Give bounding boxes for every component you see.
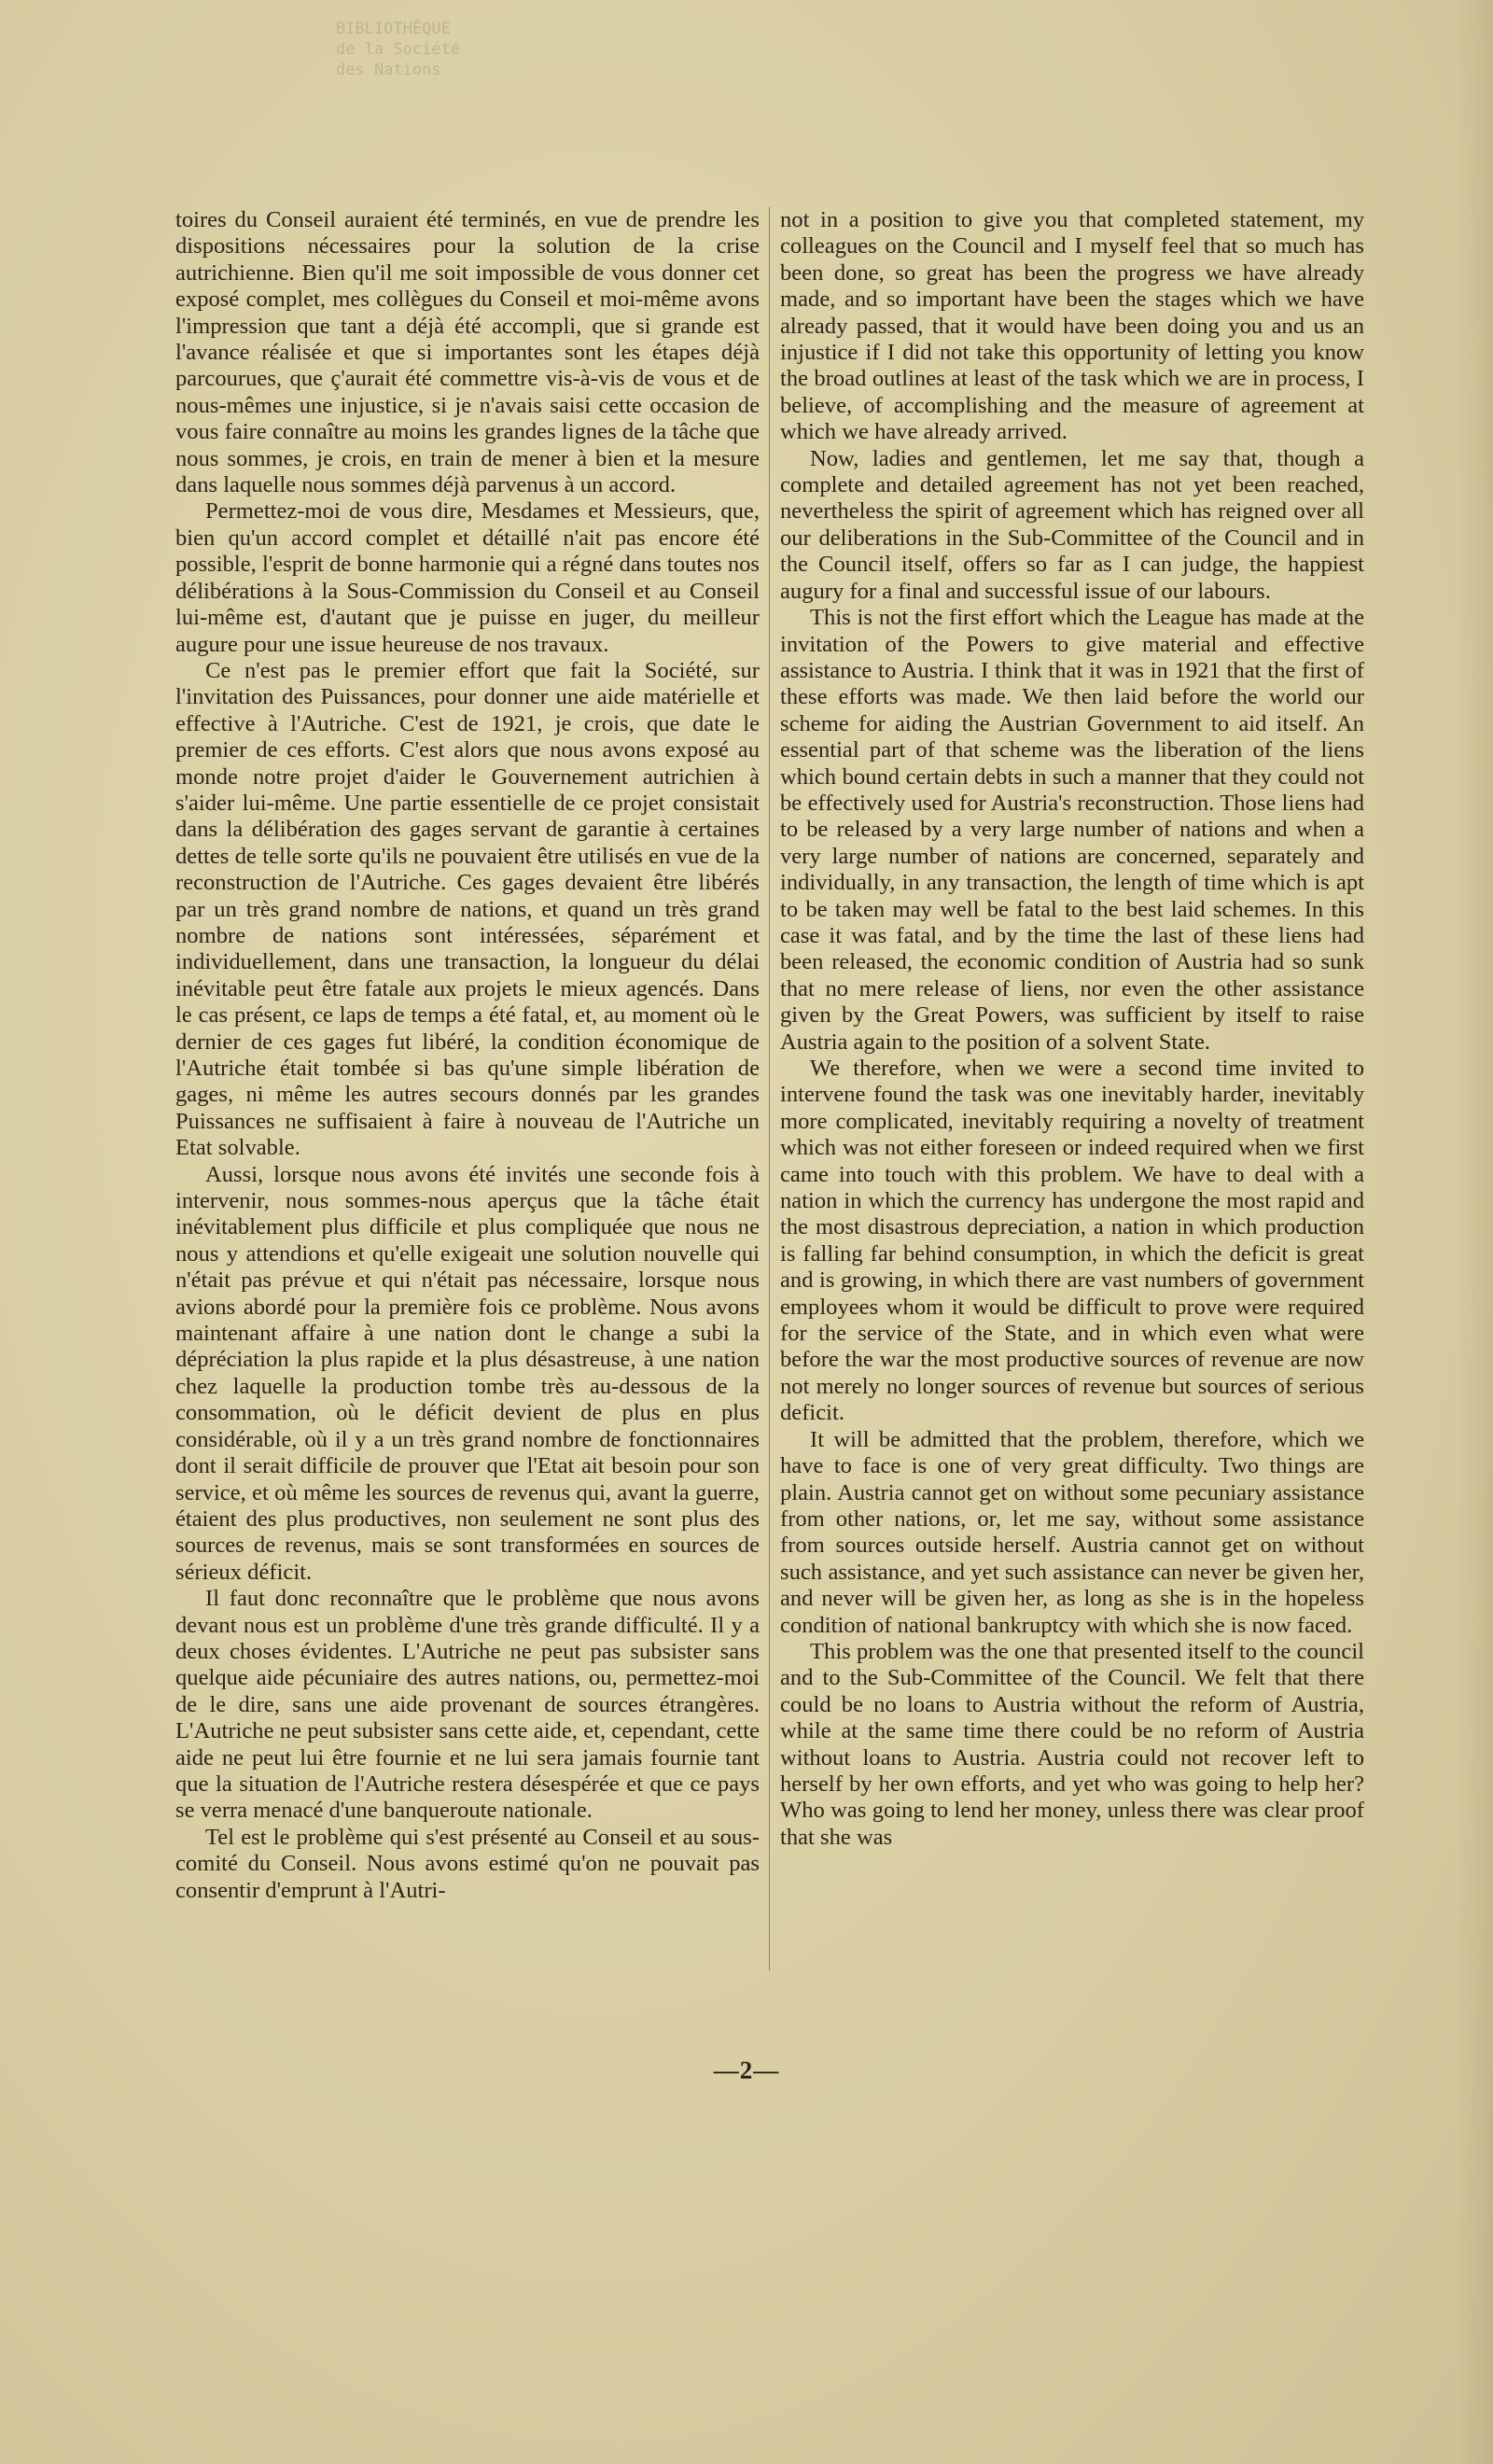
paragraph: This is not the first effort which the League has made at the invitation of the Powers to give material and effective assistance to Austria. I think that it was in 1921 that the first of these efforts was made. We then laid before the world our scheme for aiding the Austrian Government to aid itself. An essential part of that scheme was the liberation of the liens which bound certain debts in such a manner that they could not be effectively used for Austria's reconstruction. Those liens had to be released by a very large number of nations and when a very large number of nations are concerned, separately and individually, in any transaction, the length of time which is apt to be taken may well be fatal to the best laid schemes. In this case it was fatal, and by the time the last of these liens had been released, the economic condition of Austria had so sunk that no mere release of liens, nor even the other assistance given by the Great Powers, was sufficient by itself to raise Austria again to the position of a solvent State.: [780, 605, 1364, 1055]
paragraph: We therefore, when we were a second time invited to intervene found the task was one inevitably harder, inevitably more complicated, inevitably requiring a novelty of treatment which was not either foreseen or indeed required when we first came into touch with this problem. We have to deal with a nation in which the currency has undergone the most rapid and the most disastrous depreciation, a nation in which production is falling far behind consumption, in which the deficit is great and is growing, in which there are vast numbers of government employees whom it would be difficult to prove were required for the service of the State, and in which even what were before the war the most productive sources of revenue are now not merely no longer sources of revenue but sources of serious deficit.: [780, 1056, 1364, 1426]
library-stamp: [336, 19, 495, 84]
stamp-line: de la Société: [336, 40, 461, 59]
paragraph: This problem was the one that presented itself to the council and to the Sub-Committee of the Council. We felt that there could be no loans to Austria without the reform of Austria, while at the same time there could be no reform of Austria without loans to Austria. Austria could not recover left to herself by her own efforts, and yet who was going to help her? Who was going to lend her money, unless there was clear proof that she was: [780, 1638, 1364, 1850]
page-number: —2—: [713, 2056, 780, 2084]
english-column: [780, 207, 1364, 1851]
paragraph: Aussi, lorsque nous avons été invités une seconde fois à intervenir, nous sommes-nous aperçus que la tâche était inévitablement plus difficile et plus compliquée que nous ne nous y attendions et qu'elle exigeait une solution nouvelle qui n'était pas prévue et qui n'était pas nécessaire, lorsque nous avions abordé pour la première fois ce problème. Nous avons maintenant affaire à une nation dont le change a subi la dépréciation la plus rapide et la plus désastreuse, à une nation chez laquelle la production tombe très au-dessous de la consommation, où le déficit devient de plus en plus considérable, où il y a un très grand nombre de fonctionnaires dont il serait difficile de prouver que l'Etat ait besoin pour son service, et où même les sources de revenus qui, avant la guerre, étaient des plus productives, non seulement ne sont plus des sources de revenus, mais se sont transformées en sources de sérieux déficit.: [175, 1161, 760, 1585]
column-divider: [769, 207, 770, 1971]
paragraph: Tel est le problème qui s'est présenté au Conseil et au sous-comité du Conseil. Nous avons estimé qu'on ne pouvait pas consentir d'emprunt à l'Autri-: [175, 1824, 760, 1903]
paragraph: not in a position to give you that completed statement, my colleagues on the Council and I myself feel that so much has been done, so great has been the progress we have already made, and so important have been the stages which we have already passed, that it would have been doing you and us an injustice if I did not take this opportunity of letting you know the broad outlines at least of the task which we are in process, I believe, of accomplishing and the measure of agreement at which we have already arrived.: [780, 207, 1364, 445]
paragraph: Now, ladies and gentlemen, let me say that, though a complete and detailed agreement has not yet been reached, nevertheless the spirit of agreement which has reigned over all our deliberations in the Sub-Committee of the Council and in the Council itself, offers so far as I can judge, the happiest augury for a final and successful issue of our labours.: [780, 445, 1364, 604]
paragraph: toires du Conseil auraient été terminés, en vue de prendre les dispositions nécessaires pour la solution de la crise autrichienne. Bien qu'il me soit impossible de vous donner cet exposé complet, mes collègues du Conseil et moi-même avons l'impression que tant a déjà été accompli, que si grande est l'avance réalisée et que si importantes sont les étapes déjà parcourues, que ç'aurait été commettre vis-à-vis de vous et de nous-mêmes une injustice, si je n'avais saisi cette occasion de vous faire connaître au moins les grandes lignes de la tâche que nous sommes, je crois, en train de mener à bien et la mesure dans laquelle nous sommes déjà parvenus à un accord.: [175, 207, 760, 498]
paragraph: Il faut donc reconnaître que le problème que nous avons devant nous est un problème d'une très grande difficulté. Il y a deux choses évidentes. L'Autriche ne peut pas subsister sans quelque aide pécuniaire des autres nations, ou, permettez-moi de le dire, sans une aide provenant de sources étrangères. L'Autriche ne peut subsister sans cette aide, et, cependant, cette aide ne peut lui être fournie et ne lui sera jamais fournie tant que la situation de l'Autriche restera désespérée et que ce pays se verra menacé d'une banqueroute nationale.: [175, 1586, 760, 1824]
french-column: [175, 207, 760, 1904]
stamp-line: des Nations: [336, 61, 441, 79]
paragraph: Permettez-moi de vous dire, Mesdames et Messieurs, que, bien qu'un accord complet et détaillé n'ait pas encore été possible, l'esprit de bonne harmonie qui a régné dans toutes nos délibérations à la Sous-Commission du Conseil et au Conseil lui-même est, d'autant que je puisse en juger, du meilleur augure pour une issue heureuse de nos travaux.: [175, 498, 760, 657]
paragraph: Ce n'est pas le premier effort que fait la Société, sur l'invitation des Puissances, pour donner une aide matérielle et effective à l'Autriche. C'est de 1921, je crois, que date le premier de ces efforts. C'est alors que nous avons exposé au monde notre projet d'aider le Gouvernement autrichien à s'aider lui-même. Une partie essentielle de ce projet consistait dans la délibération des gages servant de garantie à certaines dettes de telle sorte qu'ils ne pouvaient être utilisés en vue de la reconstruction de l'Autriche. Ces gages devaient être libérés par un très grand nombre de nations, et quand un très grand nombre de nations sont intéressées, séparément et individuellement, dans une transaction, la longueur du délai inévitable peut être fatale aux projets le mieux agencés. Dans le cas présent, ce laps de temps a été fatal, et, au moment où le dernier de ces gages fut libéré, la condition économique de l'Autriche était tombée si bas qu'une simple libération de gages, ni même les autres secours donnés par les grandes Puissances ne suffisaient à faire à nouveau de l'Autriche un Etat solvable.: [175, 657, 760, 1161]
paper-edge-shadow: [1456, 0, 1493, 2464]
stamp-line: BIBLIOTHÈQUE: [336, 20, 451, 38]
paragraph: It will be admitted that the problem, therefore, which we have to face is one of very great difficulty. Two things are plain. Austria cannot get on without some pecuniary assistance from other nations, or, let me say, without some assistance from sources outside herself. Austria cannot get on without such assistance, and yet such assistance can never be given her, and never will be given her, as long as she is in the hopeless condition of national bankruptcy with which she is now faced.: [780, 1426, 1364, 1638]
